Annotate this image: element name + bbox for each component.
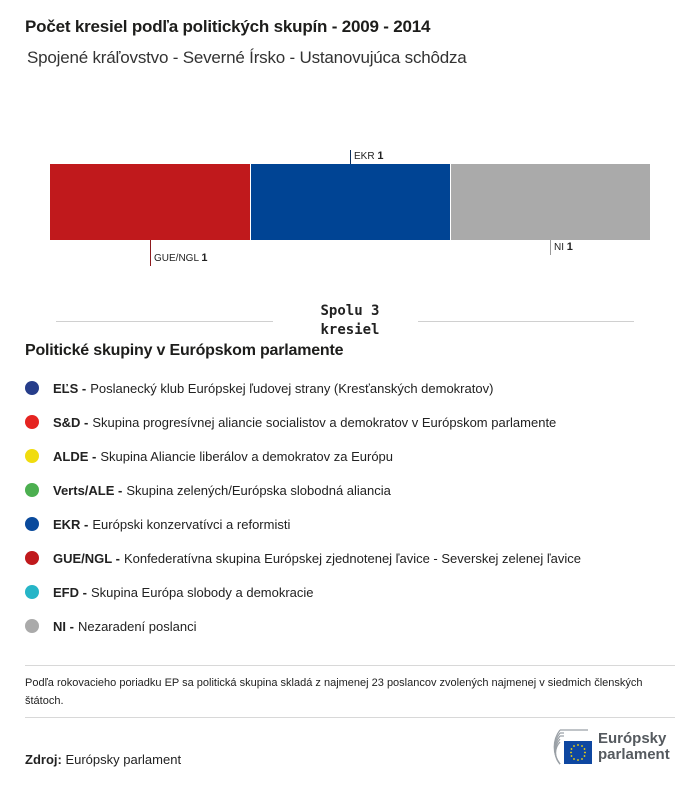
bar-segment-gue-ngl[interactable] bbox=[50, 164, 250, 240]
bullet-icon bbox=[25, 381, 39, 395]
label-name: NI bbox=[554, 242, 564, 253]
hemicycle-flag-icon bbox=[530, 728, 592, 766]
legend-label: Konfederatívna skupina Európskej zjednotenej ľavice - Severskej zelenej ľavice bbox=[123, 550, 582, 566]
logo-text bbox=[598, 731, 670, 763]
ep-logo bbox=[530, 728, 670, 766]
bar-segment-ekr[interactable] bbox=[250, 164, 450, 240]
legend-item-els bbox=[25, 371, 581, 405]
total-line1: Spolu 3 bbox=[320, 303, 380, 319]
legend-abbr: S&D - bbox=[53, 414, 89, 430]
logo-line1: Európsky bbox=[598, 730, 667, 747]
legend-item-sd bbox=[25, 405, 581, 439]
bullet-icon bbox=[25, 551, 39, 565]
label-name: EKR bbox=[354, 151, 375, 162]
footnote: Podľa rokovacieho poriadku EP sa politická skupina skladá z najmenej 23 poslancov zvolených najmenej v siedmich členských štátoch. bbox=[25, 677, 643, 707]
legend-abbr: EFD - bbox=[53, 584, 87, 600]
label-tick bbox=[150, 240, 151, 266]
label-name: GUE/NGL bbox=[154, 253, 199, 264]
bullet-icon bbox=[25, 449, 39, 463]
label-value: 1 bbox=[377, 150, 384, 162]
legend-item-gue-ngl bbox=[25, 541, 581, 575]
chart-subtitle: Spojené kráľovstvo - Severné Írsko - Ustanovujúca schôdza bbox=[27, 48, 467, 67]
bullet-icon bbox=[25, 585, 39, 599]
legend-label: Skupina Európa slobody a demokracie bbox=[90, 584, 314, 600]
legend-label: Skupina progresívnej aliancie socialistov a demokratov v Európskom parlamente bbox=[92, 414, 557, 430]
legend-abbr: EKR - bbox=[53, 516, 89, 532]
legend-label: Európski konzervatívci a reformisti bbox=[92, 516, 291, 532]
total-seats bbox=[300, 302, 400, 340]
legend-title: Politické skupiny v Európskom parlamente bbox=[25, 342, 344, 359]
legend-item-ni bbox=[25, 609, 581, 643]
legend-abbr: NI - bbox=[53, 618, 74, 634]
divider-top-note bbox=[25, 665, 675, 666]
legend-item-alde bbox=[25, 439, 581, 473]
legend-label: Skupina Aliancie liberálov a demokratov za Európu bbox=[100, 448, 394, 464]
divider-bottom-note bbox=[25, 717, 675, 718]
label-value: 1 bbox=[566, 241, 573, 253]
legend-abbr: ALDE - bbox=[53, 448, 97, 464]
source-value: Európsky parlament bbox=[65, 752, 182, 767]
label-gue-ngl bbox=[150, 240, 208, 266]
legend-item-efd bbox=[25, 575, 581, 609]
legend-label: Nezaradení poslanci bbox=[77, 618, 197, 634]
stacked-bar bbox=[50, 164, 650, 240]
source bbox=[25, 752, 181, 767]
legend-label: Skupina zelených/Európska slobodná aliancia bbox=[126, 482, 391, 498]
bullet-icon bbox=[25, 415, 39, 429]
label-value: 1 bbox=[201, 252, 208, 264]
bullet-icon bbox=[25, 517, 39, 531]
legend-item-ekr bbox=[25, 507, 581, 541]
bullet-icon bbox=[25, 619, 39, 633]
divider-right bbox=[418, 321, 634, 322]
label-ekr bbox=[350, 150, 383, 164]
bar-segment-ni[interactable] bbox=[450, 164, 650, 240]
label-ni bbox=[550, 240, 573, 255]
chart-title: Počet kresiel podľa politických skupín - 2009 - 2014 bbox=[25, 17, 431, 36]
label-tick bbox=[350, 150, 351, 164]
logo-line2: parlament bbox=[598, 746, 670, 763]
label-tick bbox=[550, 240, 551, 255]
legend bbox=[25, 371, 581, 643]
legend-abbr: EĽS - bbox=[53, 380, 87, 396]
legend-item-verts-ale bbox=[25, 473, 581, 507]
legend-abbr: GUE/NGL - bbox=[53, 550, 120, 566]
legend-label: Poslanecký klub Európskej ľudovej strany (Kresťanských demokratov) bbox=[90, 380, 494, 396]
source-label: Zdroj: bbox=[25, 752, 62, 767]
total-line2: kresiel bbox=[320, 322, 380, 338]
bullet-icon bbox=[25, 483, 39, 497]
legend-abbr: Verts/ALE - bbox=[53, 482, 123, 498]
divider-left bbox=[56, 321, 273, 322]
